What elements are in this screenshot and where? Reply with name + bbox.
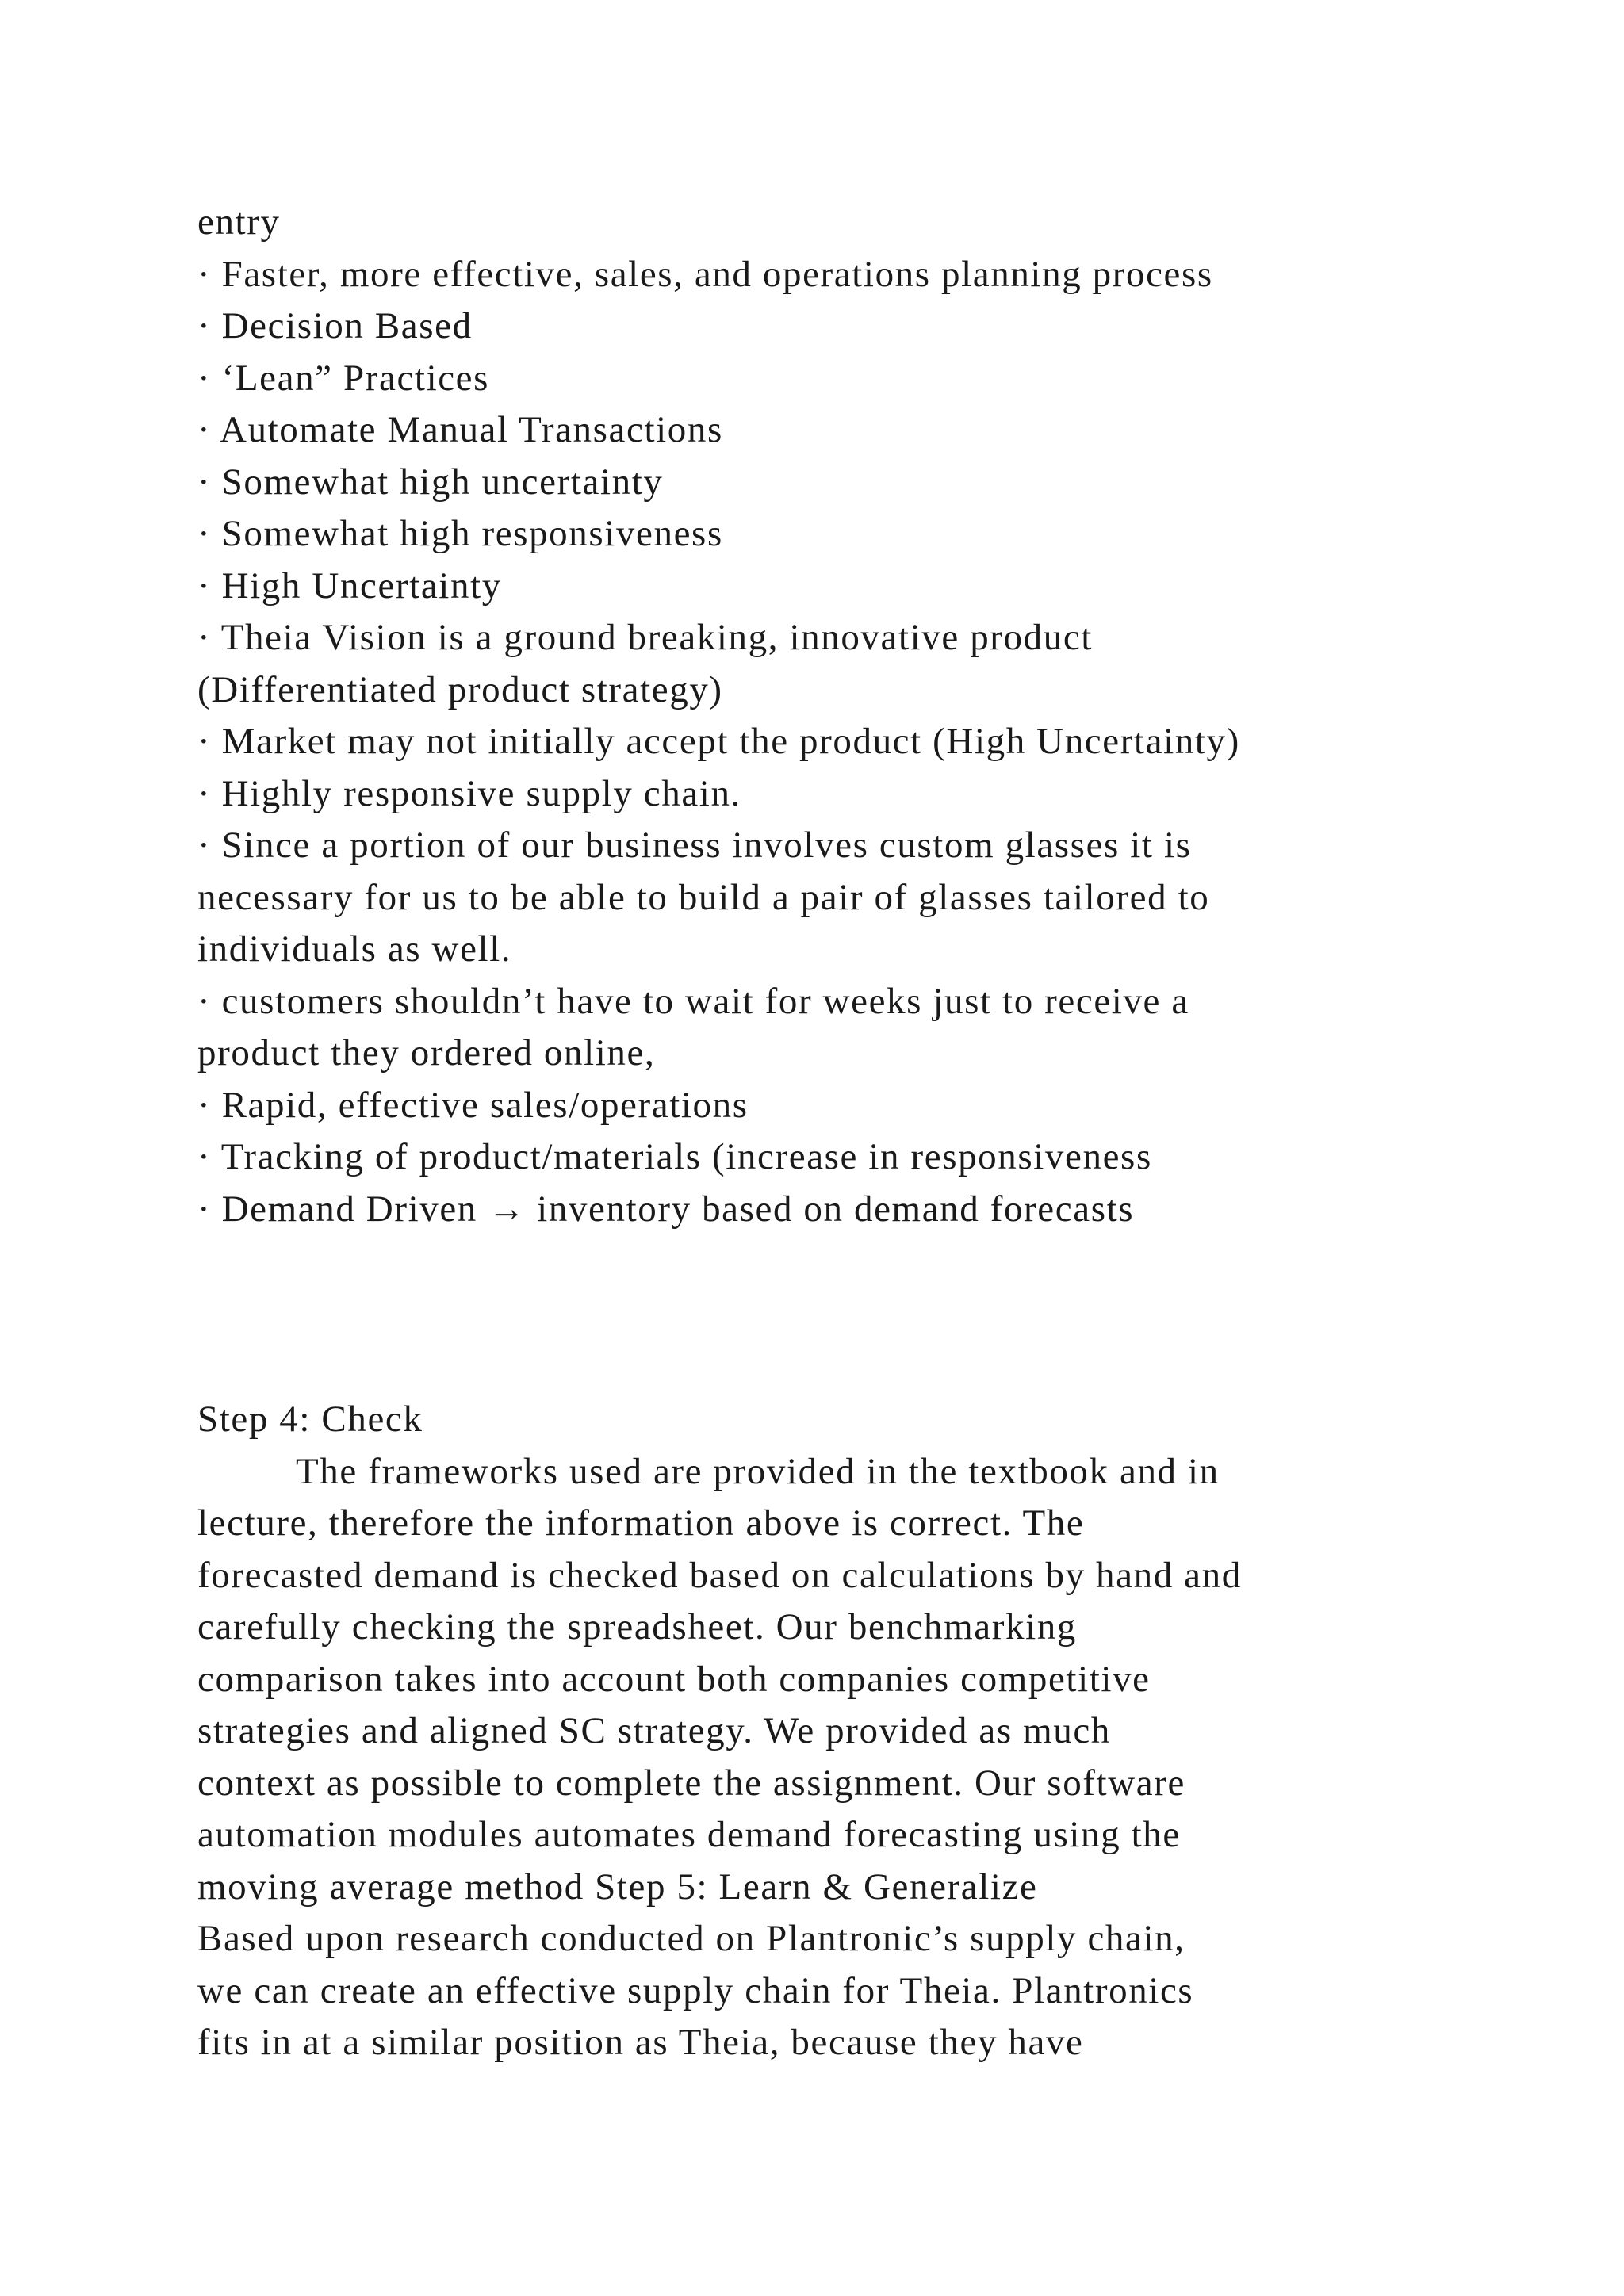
paragraph-line: lecture, therefore the information above is correct. The bbox=[197, 1502, 1085, 1544]
step4-heading: Step 4: Check bbox=[197, 1399, 423, 1440]
paragraph-line: we can create an effective supply chain for Theia. Plantronics bbox=[197, 1969, 1194, 2011]
bullet-item: · Theia Vision is a ground breaking, innovative product bbox=[197, 617, 1093, 658]
paragraph-line: carefully checking the spreadsheet. Our benchmarking bbox=[197, 1606, 1077, 1647]
bullet-item: · Highly responsive supply chain. bbox=[197, 772, 741, 814]
paragraph-line: comparison takes into account both companies competitive bbox=[197, 1658, 1151, 1700]
paragraph-line: The frameworks used are provided in the textbook and in bbox=[296, 1450, 1220, 1492]
text-line: product they ordered online, bbox=[197, 1032, 656, 1073]
bullet-item: · customers shouldn’t have to wait for weeks just to receive a bbox=[197, 980, 1189, 1022]
paragraph-line: moving average method Step 5: Learn & Generalize bbox=[197, 1866, 1038, 1908]
bullet-item: · Somewhat high responsiveness bbox=[197, 513, 723, 554]
bullet-item: · High Uncertainty bbox=[197, 564, 502, 607]
text-line: (Differentiated product strategy) bbox=[197, 668, 723, 710]
bullet-item: · Faster, more effective, sales, and operations planning process bbox=[197, 253, 1213, 295]
paragraph-line: forecasted demand is checked based on calculations by hand and bbox=[197, 1554, 1242, 1596]
bullet-item: · Demand Driven → inventory based on demand forecasts bbox=[197, 1188, 1135, 1230]
paragraph-line: strategies and aligned SC strategy. We provided as much bbox=[197, 1710, 1111, 1751]
bullet-list-section bbox=[197, 197, 1514, 1235]
bullet-item: · ‘Lean” Practices bbox=[197, 357, 490, 399]
step4-section bbox=[197, 1394, 1514, 2069]
bullet-item: · Rapid, effective sales/operations bbox=[197, 1084, 749, 1126]
paragraph-line: context as possible to complete the assignment. Our software bbox=[197, 1762, 1185, 1804]
bullet-item: · Decision Based bbox=[197, 305, 473, 346]
paragraph-line: automation modules automates demand forecasting using the bbox=[197, 1814, 1181, 1855]
text-line: individuals as well. bbox=[197, 928, 512, 970]
bullet-item: · Somewhat high uncertainty bbox=[197, 461, 664, 503]
text-line: necessary for us to be able to build a pair of glasses tailored to bbox=[197, 876, 1210, 918]
text-line: entry bbox=[197, 201, 281, 243]
paragraph-line: Based upon research conducted on Plantronic’s supply chain, bbox=[197, 1918, 1185, 1959]
bullet-item: · Since a portion of our business involves custom glasses it is bbox=[197, 825, 1192, 866]
bullet-item: · Automate Manual Transactions bbox=[197, 409, 723, 450]
paragraph-line: fits in at a similar position as Theia, because they have bbox=[197, 2022, 1084, 2063]
bullet-item: · Tracking of product/materials (increase in responsiveness bbox=[197, 1136, 1152, 1177]
bullet-item: · Market may not initially accept the product (High Uncertainty) bbox=[197, 721, 1240, 762]
